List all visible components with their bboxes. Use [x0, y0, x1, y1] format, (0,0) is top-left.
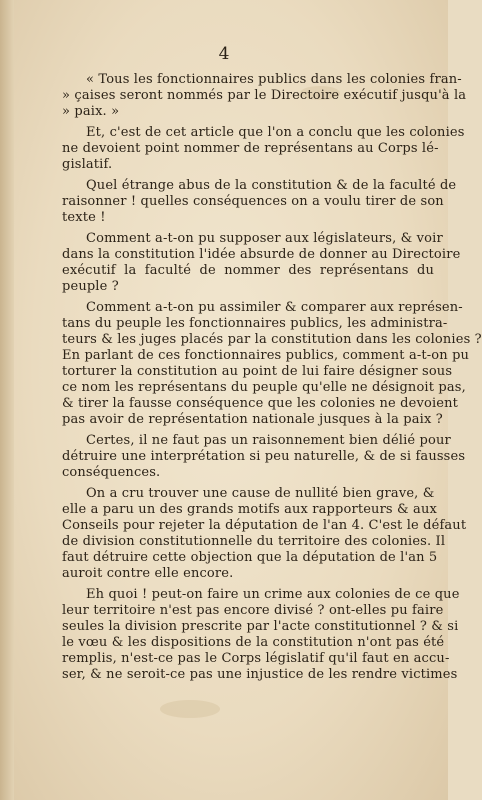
text-line: En parlant de ces fonctionnaires publics, comment a-t-on pu: [62, 348, 470, 363]
paragraph: [62, 587, 460, 683]
text-line: On a cru trouver une cause de nullité bien grave, &: [86, 486, 435, 501]
paragraph: [62, 178, 457, 226]
paragraph: [62, 300, 482, 428]
text-line: peuple ?: [62, 279, 119, 294]
paper-stain: [160, 700, 220, 718]
text-line: Quel étrange abus de la constitution & de la faculté de: [86, 178, 457, 193]
text-line: conséquences.: [62, 465, 161, 480]
text-line: leur territoire n'est pas encore divisé ? ont-elles pu faire: [62, 603, 444, 618]
text-line: dans la constitution l'idée absurde de donner au Directoire: [62, 247, 461, 262]
text-line: torturer la constitution au point de lui faire désigner sous: [62, 364, 453, 379]
text-line: » paix. »: [62, 104, 120, 119]
text-line: faut détruire cette objection que la députation de l'an 5: [62, 550, 438, 565]
paragraph: [62, 125, 465, 173]
text-line: » çaises seront nommés par le Directoire exécutif jusqu'à la: [62, 88, 467, 103]
text-line: tans du peuple les fonctionnaires publics, les administra-: [62, 316, 448, 331]
text-line: exécutif la faculté de nommer des représentans du: [62, 263, 434, 278]
text-line: Comment a-t-on pu supposer aux législateurs, & voir: [86, 231, 443, 246]
text-line: ce nom les représentans du peuple qu'elle ne désignoit pas,: [62, 380, 466, 395]
text-line: « Tous les fonctionnaires publics dans les colonies fran-: [86, 72, 462, 87]
text-line: texte !: [62, 210, 106, 225]
paragraph: [62, 72, 467, 120]
paragraph: [62, 433, 466, 481]
text-line: Eh quoi ! peut-on faire un crime aux colonies de ce que: [86, 587, 460, 602]
text-line: ser, & ne seroit-ce pas une injustice de les rendre victimes: [62, 667, 458, 682]
text-line: ne devoient point nommer de représentans au Corps lé-: [62, 141, 439, 156]
text-line: Certes, il ne faut pas un raisonnement bien délié pour: [86, 433, 451, 448]
text-line: auroit contre elle encore.: [62, 566, 234, 581]
text-line: le vœu & les dispositions de la constitution n'ont pas été: [62, 635, 445, 650]
text-line: elle a paru un des grands motifs aux rapporteurs & aux: [62, 502, 437, 517]
text-line: pas avoir de représentation nationale jusques à la paix ?: [62, 412, 443, 427]
text-line: seules la division prescrite par l'acte constitutionnel ? & si: [62, 619, 459, 634]
text-line: gislatif.: [62, 157, 113, 172]
text-line: raisonner ! quelles conséquences on a voulu tirer de son: [62, 194, 444, 209]
text-line: teurs & les juges placés par la constitution dans les colonies ?: [62, 332, 482, 347]
text-line: Conseils pour rejeter la députation de l'an 4. C'est le défaut: [62, 518, 467, 533]
body-text: [62, 72, 482, 688]
text-line: & tirer la fausse conséquence que les colonies ne devoient: [62, 396, 459, 411]
paragraph: [62, 486, 467, 582]
text-line: remplis, n'est-ce pas le Corps législatif qu'il faut en accu-: [62, 651, 450, 666]
paragraph: [62, 231, 461, 295]
page-number: 4: [218, 44, 230, 64]
page-spine-shadow: [0, 0, 14, 800]
text-line: Comment a-t-on pu assimiler & comparer aux représen-: [86, 300, 463, 315]
text-line: de division constitutionnelle du territoire des colonies. Il: [62, 534, 446, 549]
text-line: détruire une interprétation si peu naturelle, & de si fausses: [62, 449, 466, 464]
text-line: Et, c'est de cet article que l'on a conclu que les colonies: [86, 125, 465, 140]
